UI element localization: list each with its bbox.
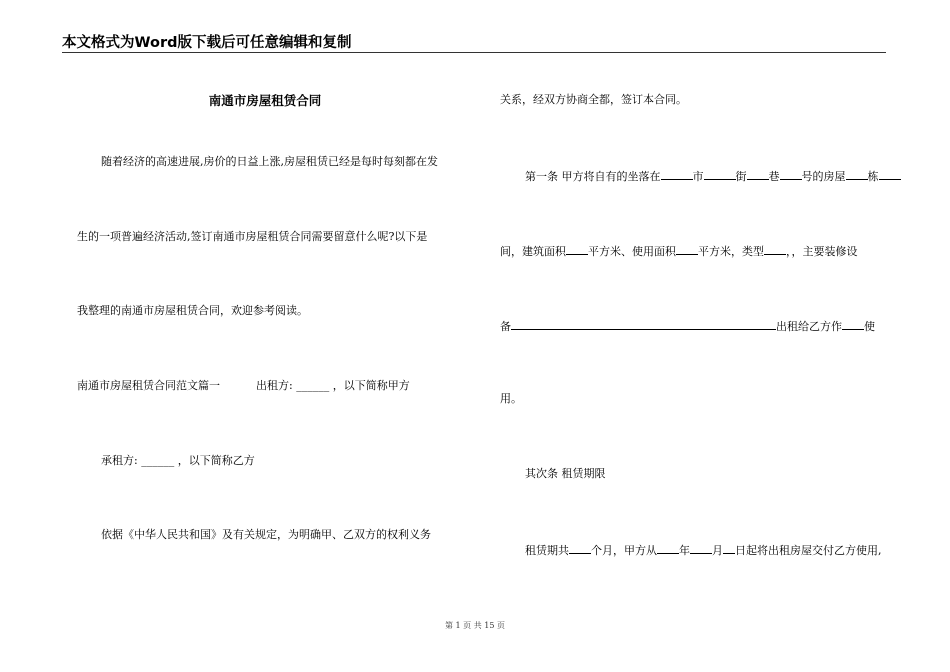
lessee-suffix: ，以下简称乙方: [177, 454, 255, 467]
article1-text-2: 市: [692, 170, 704, 183]
article1-text-4: 巷: [768, 170, 780, 183]
article1-blank-number: [780, 168, 802, 180]
article1-text-11: 备: [500, 320, 511, 333]
lessor-label: 出租方:: [256, 379, 293, 392]
lessee-line: [101, 454, 255, 468]
article1-text-10: ，，主要装修设: [786, 245, 858, 258]
article1-blank-house: [846, 168, 868, 180]
relation-line: 关系，经双方协商全都，签订本合同。: [500, 93, 687, 106]
page-footer: 第 1 页 共 15 页: [445, 621, 505, 630]
intro-line-1: 随着经济的高速进展,房价的日益上涨,房屋租赁已经是每时每刻都在发: [101, 155, 438, 168]
term-line: [525, 542, 882, 558]
article1-blank-equipment: [511, 318, 776, 330]
term-text-3: 年: [679, 544, 690, 557]
article1-text-5: 号的房屋: [801, 170, 846, 183]
article1-line-2: [500, 243, 858, 259]
article1-text-1: 第一条 甲方将自有的坐落在: [525, 170, 661, 183]
sample-title: 南通市房屋租赁合同范文篇一: [77, 379, 220, 392]
article1-blank-city: [661, 168, 693, 180]
article1-text-13: 使: [864, 320, 875, 333]
term-blank-months: [569, 542, 591, 554]
intro-line-3: 我整理的南通市房屋租赁合同，欢迎参考阅读。: [77, 304, 308, 317]
term-text-1: 租赁期共: [525, 544, 569, 557]
term-text-5: 日起将出租房屋交付乙方使用,: [735, 544, 882, 557]
lessor-blank: ______: [296, 379, 330, 392]
banner-divider: [62, 52, 886, 53]
lessee-blank: ______: [141, 454, 175, 467]
article1-blank-lane: [747, 168, 769, 180]
intro-line-2: 生的一项普遍经济活动,签订南通市房屋租赁合同需要留意什么呢?以下是: [77, 230, 428, 243]
term-text-2: 个月，甲方从: [591, 544, 657, 557]
article1-blank-purpose: [842, 318, 864, 330]
document-title: 南通市房屋租赁合同: [208, 93, 322, 108]
article1-blank-type: [764, 243, 786, 255]
article1-text-8: 平方米、使用面积: [588, 245, 676, 258]
lessee-label: 承租方:: [101, 454, 138, 467]
article1-text-3: 街: [735, 170, 747, 183]
term-blank-year: [657, 542, 679, 554]
article1-text-7: 间，建筑面积: [500, 245, 566, 258]
lessor-suffix: ，以下简称甲方: [332, 379, 410, 392]
article1-line-4: 用。: [500, 392, 522, 405]
article1-text-12: 出租给乙方作: [776, 320, 842, 333]
article1-text-6: 栋: [867, 170, 879, 183]
article2-title: 其次条 租赁期限: [525, 467, 606, 480]
article1-line-3: [500, 318, 875, 334]
basis-line: 依据《中华人民共和国》及有关规定，为明确甲、乙双方的权利义务: [101, 528, 431, 541]
term-text-4: 月: [712, 544, 723, 557]
document-banner: 本文格式为Word版下载后可任意编辑和复制: [62, 35, 352, 51]
term-blank-month: [690, 542, 712, 554]
term-blank-day: [723, 542, 735, 554]
article1-blank-street: [704, 168, 736, 180]
article1-blank-usearea: [676, 243, 698, 255]
article1-blank-building: [879, 168, 901, 180]
article1-line-1: [525, 168, 901, 184]
article1-blank-area: [566, 243, 588, 255]
article1-text-9: 平方米，类型: [698, 245, 764, 258]
lessor-line: [256, 379, 410, 393]
